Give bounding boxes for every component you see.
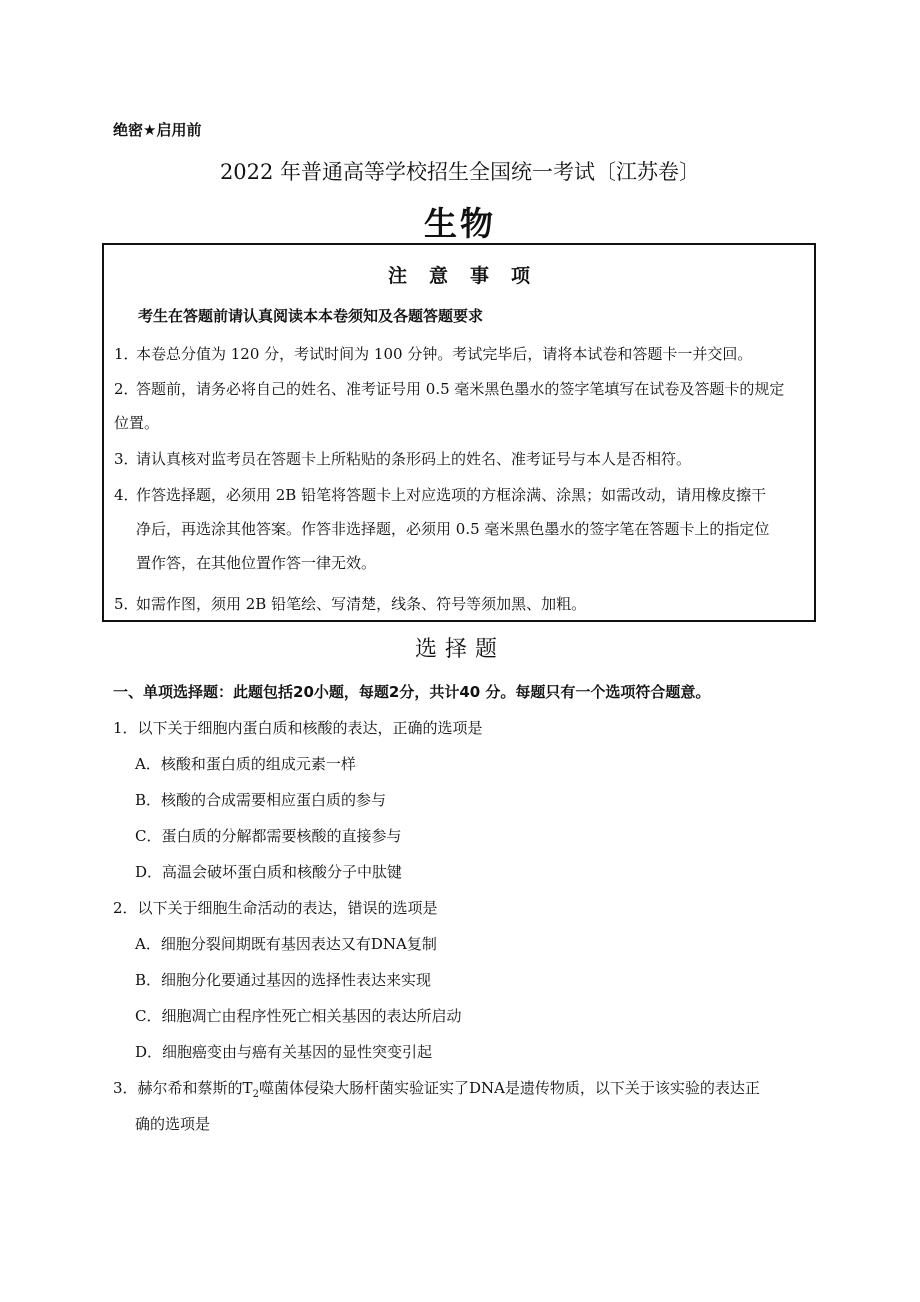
notice-item — [114, 442, 810, 476]
option: D．细胞癌变由与癌有关基因的显性突变引起 — [135, 1043, 433, 1061]
exam-title: 2022 年普通高等学校招生全国统一考试〔江苏卷〕 — [219, 160, 701, 184]
confidential-label: 绝密★启用前 — [113, 121, 202, 139]
subject-title: 生物 — [424, 204, 496, 243]
question-stem-text: 3．赫尔希和蔡斯的T — [113, 1079, 253, 1097]
notice-box — [102, 243, 816, 622]
notice-item-text: 位置。 — [114, 414, 160, 432]
notice-item — [114, 478, 810, 580]
notice-item-text: 本卷总分值为 120 分，考试时间为 100 分钟。考试完毕后，请将本试卷和答题卡一并交回。 — [136, 345, 753, 363]
notice-item — [114, 337, 810, 371]
question-stem-text: 噬菌体侵染大肠杆菌实验证实了DNA是遗传物质，以下关于该实验的表达正 — [258, 1079, 760, 1097]
notice-item-text: 请认真核对监考员在答题卡上所粘贴的条形码上的姓名、准考证号与本人是否相符。 — [136, 450, 692, 468]
notice-item-text: 作答选择题，必须用 2B 铅笔将答题卡上对应选项的方框涂满、涂黑；如需改动，请用橡皮擦干 — [136, 486, 767, 504]
notice-item-number: 3． — [114, 450, 139, 468]
notice-item-number: 1． — [114, 345, 139, 363]
notice-subtitle: 考生在答题前请认真阅读本本卷须知及各题答题要求 — [138, 307, 484, 325]
notice-item — [114, 372, 810, 440]
question-stem: 2．以下关于细胞生命活动的表达，错误的选项是 — [113, 899, 438, 917]
option: B．细胞分化要通过基因的选择性表达来实现 — [135, 971, 432, 989]
notice-item-text: 净后，再选涂其他答案。作答非选择题，必须用 0.5 毫米黑色墨水的签字笔在答题卡上的指定位 — [136, 520, 770, 538]
notice-item-text: 答题前，请务必将自己的姓名、准考证号用 0.5 毫米黑色墨水的签字笔填写在试卷及答题卡的规定 — [136, 380, 785, 398]
option: B．核酸的合成需要相应蛋白质的参与 — [135, 791, 387, 809]
part-heading: 一、单项选择题：此题包括20小题，每题2分，共计40 分。每题只有一个选项符合题意。 — [113, 683, 711, 701]
option: C．细胞凋亡由程序性死亡相关基因的表达所启动 — [135, 1007, 462, 1025]
notice-title — [104, 261, 814, 288]
option: C．蛋白质的分解都需要核酸的直接参与 — [135, 827, 402, 845]
question-stem: 1．以下关于细胞内蛋白质和核酸的表达，正确的选项是 — [113, 719, 483, 737]
subscript: 2 — [252, 1089, 259, 1100]
notice-item-number: 2． — [114, 380, 139, 398]
notice-item-number: 4． — [114, 486, 139, 504]
notice-item-text: 置作答，在其他位置作答一律无效。 — [136, 554, 377, 572]
notice-item-number: 5． — [114, 595, 139, 613]
option: A．细胞分裂间期既有基因表达又有DNA复制 — [135, 935, 437, 953]
notice-item — [114, 587, 810, 621]
question-stem-continuation: 确的选项是 — [135, 1115, 211, 1133]
option: A．核酸和蛋白质的组成元素一样 — [135, 755, 356, 773]
notice-title-char: 注 — [387, 265, 407, 287]
notice-item-text: 如需作图，须用 2B 铅笔绘、写清楚，线条、符号等须加黑、加粗。 — [136, 595, 587, 613]
notice-title-char: 项 — [511, 265, 531, 287]
section-title: 选择题 — [414, 637, 505, 662]
notice-title-char: 意 — [428, 265, 448, 287]
question-stem — [113, 1077, 760, 1100]
notice-title-char: 事 — [470, 265, 490, 287]
option: D．高温会破坏蛋白质和核酸分子中肽键 — [135, 863, 403, 881]
